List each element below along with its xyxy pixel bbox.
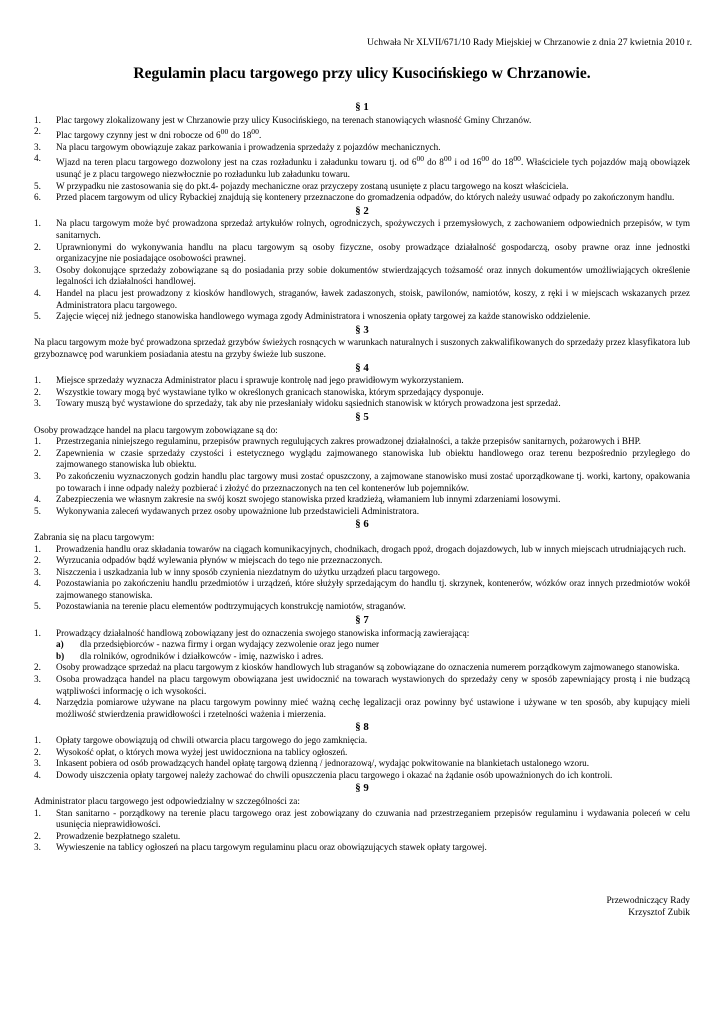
list-item xyxy=(34,242,690,265)
item-text: Miejsce sprzedaży wyznacza Administrator placu i sprawuje kontrolę nad jego prawidłowym wykorzystaniem. xyxy=(56,375,464,386)
list-item xyxy=(34,808,690,831)
item-text: Na placu targowym może być prowadzona sprzedaż artykułów rolnych, ogrodniczych, spożywczych i przemysłowych, z zachowaniem odpowiednich przepisów, w tym sanitarnych. xyxy=(56,218,690,241)
item-text: Narzędzia pomiarowe używane na placu targowym powinny mieć ważną cechę legalizacji oraz powinny być ustawione i używane w ten sposób, aby kupujący mieli możliwość stwierdzenia prawidłowości i rzetelności ważenia i mierzenia. xyxy=(56,697,690,719)
list-item xyxy=(34,192,690,204)
list-item xyxy=(34,770,690,782)
list-item xyxy=(34,218,690,241)
list-item xyxy=(34,697,690,720)
item-number: 4. xyxy=(34,288,41,299)
item-text: Prowadzenia handlu oraz składania towarów na ciągach komunikacyjnych, chodnikach, drogach ppoż, drogach dojazdowych, lub w innych miejscach utrudniających ruch. xyxy=(56,543,686,554)
list-item xyxy=(34,387,690,399)
item-number: 3. xyxy=(34,758,41,769)
section-heading: § 7 xyxy=(355,614,369,627)
item-text: Plac targowy zlokalizowany jest w Chrzanowie przy ulicy Kusocińskiego, na terenach stanowiących własność Gminy Chrzanów. xyxy=(56,114,532,125)
item-text: Dowody uiszczenia opłaty targowej należy zachować do chwili opuszczenia placu targowego i okazać na żądanie osób upoważnionych do ich kontroli. xyxy=(56,769,613,780)
list-item xyxy=(34,494,690,506)
item-text: Wysokość opłat, o których mowa wyżej jest uwidoczniona na tablicy ogłoszeń. xyxy=(56,746,348,757)
list-item xyxy=(34,436,690,448)
item-text: Handel na placu jest prowadzony z kiosków handlowych, straganów, ławek zadaszonych, stoisk, pawilonów, namiotów, koszy, z ręki i w miejscach wskazanych przez Administratora placu targowego. xyxy=(56,288,690,310)
signature-role: Przewodniczący Rady xyxy=(606,896,690,906)
list-item xyxy=(34,265,690,288)
item-number: 1. xyxy=(34,627,41,638)
section-intro: Osoby prowadzące handel na placu targowym zobowiązane są do: xyxy=(34,424,278,435)
item-number: 3. xyxy=(34,141,41,152)
item-text: Plac targowy czynny jest w dni robocze od $6^{00}$ do $18^{00}$. xyxy=(56,127,262,141)
item-number: 1. xyxy=(34,375,41,386)
item-number: 5. xyxy=(34,505,41,516)
item-text: Wywieszenie na tablicy ogłoszeń na placu targowym regulaminu placu oraz obowiązujących stawek opłaty targowej. xyxy=(56,842,487,853)
list-item xyxy=(34,842,690,854)
item-number: 4. xyxy=(34,578,41,589)
item-text: Inkasent pobiera od osób prowadzących handel opłatę targową dzienną / jednorazową/, wydając pokwitowanie na blankietach ustalonego wzoru. xyxy=(56,758,590,769)
item-number: 3. xyxy=(34,470,41,481)
list-item xyxy=(34,601,690,613)
sub-item-letter: a) xyxy=(56,639,64,650)
list-item xyxy=(34,375,690,387)
list-item xyxy=(34,398,690,410)
section-heading: § 9 xyxy=(355,782,369,795)
item-number: 2. xyxy=(34,447,41,458)
item-text: Wjazd na teren placu targowego dozwolony jest na czas rozładunku i załadunku towaru tj. od $6^{00}$ do $8^{00}$ i od $16^{00}$ do $18^{00}$. Właściciele tych pojazdów mają obowiązek usunąć je z placu targowego niezwłocznie po rozładunku lub załadunku towaru. xyxy=(56,154,691,180)
list-item xyxy=(34,735,690,747)
item-text: Na placu targowym obowiązuje zakaz parkowania i prowadzenia sprzedaży z pojazdów mechanicznych. xyxy=(56,141,441,152)
section-heading: § 5 xyxy=(355,410,369,423)
sub-item xyxy=(34,639,690,651)
section-intro: Na placu targowym może być prowadzona sprzedaż grzybów świeżych rosnących w warunkach naturalnych i suszonych zakwalifikowanych do sprzedaży przez klasyfikatora lub grzyboznawcę pod warunkiem posiadania atestu na grzyby świeże lub suszone. xyxy=(34,337,690,359)
item-text: Przed placem targowym od ulicy Rybackiej znajdują się kontenery przeznaczone do gromadzenia odpadów, do których należy usuwać odpady po zakończonym handlu. xyxy=(56,192,675,203)
list-item xyxy=(34,506,690,518)
regulation-body xyxy=(34,100,690,854)
list-item xyxy=(34,747,690,759)
item-text: Towary muszą być wystawione do sprzedaży, tak aby nie przesłaniały widoku sąsiednich stanowisk w których prowadzona jest sprzedaż. xyxy=(56,398,561,409)
item-number: 2. xyxy=(34,555,41,566)
item-text: Uprawnionymi do wykonywania handlu na placu targowym są osoby fizyczne, osoby prowadzące działalność gospodarczą, osoby prawne oraz inne jednostki organizacyjne nie posiadające osobowości prawnej. xyxy=(56,241,690,264)
list-item xyxy=(34,181,690,193)
item-number: 4. xyxy=(34,769,41,780)
item-text: Prowadzący działalność handlową zobowiązany jest do oznaczenia swojego stanowiska informacją zawierającą: xyxy=(56,627,470,638)
item-number: 5. xyxy=(34,311,41,322)
item-number: 2. xyxy=(34,746,41,757)
item-text: Zapewnienia w czasie sprzedaży czystości i estetycznego wyglądu zajmowanego stanowiska lub obiektu handlowego oraz terenu bezpośrednio przyległego do zajmowanego stanowiska lub obiektu. xyxy=(56,447,690,470)
item-number: 3. xyxy=(34,842,41,853)
item-text: Opłaty targowe obowiązują od chwili otwarcia placu targowego do jego zamknięcia. xyxy=(56,735,368,745)
item-text: Wyrzucania odpadów bądź wylewania płynów w miejscach do tego nie przeznaczonych. xyxy=(56,555,383,566)
item-number: 1. xyxy=(34,114,41,125)
item-number: 2. xyxy=(34,662,41,673)
list-item xyxy=(34,674,690,697)
item-number: 2. xyxy=(34,830,41,841)
sub-item-letter: b) xyxy=(56,650,65,661)
section-intro: Zabrania się na placu targowym: xyxy=(34,531,155,542)
item-number: 5. xyxy=(34,180,41,191)
item-text: Wszystkie towary mogą być wystawiane tylko w określonych granicach stanowiska, którym sprzedający dysponuje. xyxy=(56,386,484,397)
list-item xyxy=(34,142,690,154)
item-number: 1. xyxy=(34,543,41,554)
section-heading: § 4 xyxy=(355,361,369,374)
document-title: Regulamin placu targowego przy ulicy Kusocińskiego w Chrzanowie. xyxy=(133,65,591,82)
item-text: Przestrzegania niniejszego regulaminu, przepisów prawnych regulujących zakres prowadzonej działalności, a także przepisów sanitarnych, pożarowych i BHP. xyxy=(56,436,641,447)
section-intro: Administrator placu targowego jest odpowiedzialny w szczególności za: xyxy=(34,795,300,806)
item-number: 4. xyxy=(34,153,41,164)
item-text: Zajęcie więcej niż jednego stanowiska handlowego wymaga zgody Administratora i wnoszenia opłaty targowej za każde stanowisko oddzielenie. xyxy=(56,311,591,322)
item-text: Osoba prowadząca handel na placu targowym obowiązana jest uwidocznić na towarach wystawionych do sprzedaży ceny w sposób zapewniający prostą i nie budzącą wątpliwości informację o ich wysokości. xyxy=(56,674,690,696)
list-item xyxy=(34,662,690,674)
list-item xyxy=(34,555,690,567)
list-item xyxy=(34,471,690,494)
item-text: Osoby dokonujące sprzedaży zobowiązane są do posiadania przy sobie dokumentów stwierdzających tożsamość oraz innych dokumentów umożliwiających określenie legalności ich działalności handlowej. xyxy=(56,264,690,287)
item-text: Niszczenia i uszkadzania lub w inny sposób czynienia niezdatnym do użytku urządzeń placu targowego. xyxy=(56,566,441,577)
item-number: 3. xyxy=(34,566,41,577)
section-heading: § 3 xyxy=(355,323,369,336)
item-number: 3. xyxy=(34,674,41,685)
item-text: Pozostawiania po zakończeniu handlu przedmiotów i urządzeń, które służyły sprzedającym do handlu tj. skrzynek, kontenerów, wózków oraz innych przedmiotów wokół zajmowanego stanowiska. xyxy=(56,578,690,600)
item-number: 2. xyxy=(34,386,41,397)
list-item xyxy=(34,831,690,843)
list-item xyxy=(34,544,690,556)
item-text: Pozostawiania na terenie placu elementów podtrzymujących konstrukcję namiotów, straganów. xyxy=(56,601,406,612)
item-number: 1. xyxy=(34,735,41,745)
section-heading: § 6 xyxy=(355,518,369,531)
item-text: Wykonywania zaleceń wydawanych przez osoby upoważnione lub przedstawicieli Administratora. xyxy=(56,505,419,516)
sub-item-text: dla przedsiębiorców - nazwa firmy i organ wydający zezwolenie oraz jego numer xyxy=(80,639,380,650)
item-text: Stan sanitarno - porządkowy na terenie placu targowego oraz jest zobowiązany do czuwania nad przestrzeganiem przepisów regulaminu i wydawania poleceń w celu usunięcia nieprawidłowości. xyxy=(56,807,690,830)
section-heading: § 2 xyxy=(355,204,369,217)
list-item xyxy=(34,448,690,471)
item-number: 1. xyxy=(34,218,41,229)
list-item xyxy=(34,126,690,142)
item-number: 1. xyxy=(34,807,41,818)
item-number: 4. xyxy=(34,494,41,505)
item-text: W przypadku nie zastosowania się do pkt.4- pojazdy mechaniczne oraz przyczepy zostaną usunięte z placu targowego na koszt właściciela. xyxy=(56,180,569,191)
item-text: Osoby prowadzące sprzedaż na placu targowym z kiosków handlowych lub straganów są zobowiązane do oznaczenia numerem porządkowym zajmowanego stanowiska. xyxy=(56,662,680,673)
item-number: 3. xyxy=(34,264,41,275)
list-item xyxy=(34,153,690,180)
signature-name: Krzysztof Zubik xyxy=(628,908,690,918)
sub-item xyxy=(34,651,690,663)
item-number: 2. xyxy=(34,126,41,137)
item-number: 5. xyxy=(34,601,41,612)
item-text: Prowadzenie bezpłatnego szaletu. xyxy=(56,830,181,841)
section-heading: § 8 xyxy=(355,721,369,734)
item-number: 1. xyxy=(34,436,41,447)
signature-block xyxy=(606,895,690,919)
item-text: Po zakończeniu wyznaczonych godzin handlu plac targowy musi zostać opuszczony, a zajmowane stanowisko musi zostać uporządkowane tj. worki, kartony, opakowania po towarach i inne odpady należy pozbierać i złożyć do przeznaczonych na ten cel kontenerów lub pojemników. xyxy=(56,470,690,493)
section-heading: § 1 xyxy=(355,101,369,113)
resolution-header: Uchwała Nr XLVII/671/10 Rady Miejskiej w Chrzanowie z dnia 27 kwietnia 2010 r. xyxy=(367,37,692,48)
list-item xyxy=(34,115,690,127)
item-text: Zabezpieczenia we własnym zakresie na swój koszt swojego stanowiska przed kradzieżą, włamaniem lub innymi zdarzeniami losowymi. xyxy=(56,494,561,505)
list-item xyxy=(34,311,690,323)
list-item xyxy=(34,567,690,579)
list-item xyxy=(34,628,690,640)
list-item xyxy=(34,578,690,601)
item-number: 3. xyxy=(34,398,41,409)
list-item xyxy=(34,288,690,311)
item-number: 2. xyxy=(34,241,41,252)
item-number: 6. xyxy=(34,192,41,203)
sub-item-text: dla rolników, ogrodników i działkowców - imię, nazwisko i adres. xyxy=(80,650,324,661)
item-number: 4. xyxy=(34,697,41,708)
list-item xyxy=(34,758,690,770)
